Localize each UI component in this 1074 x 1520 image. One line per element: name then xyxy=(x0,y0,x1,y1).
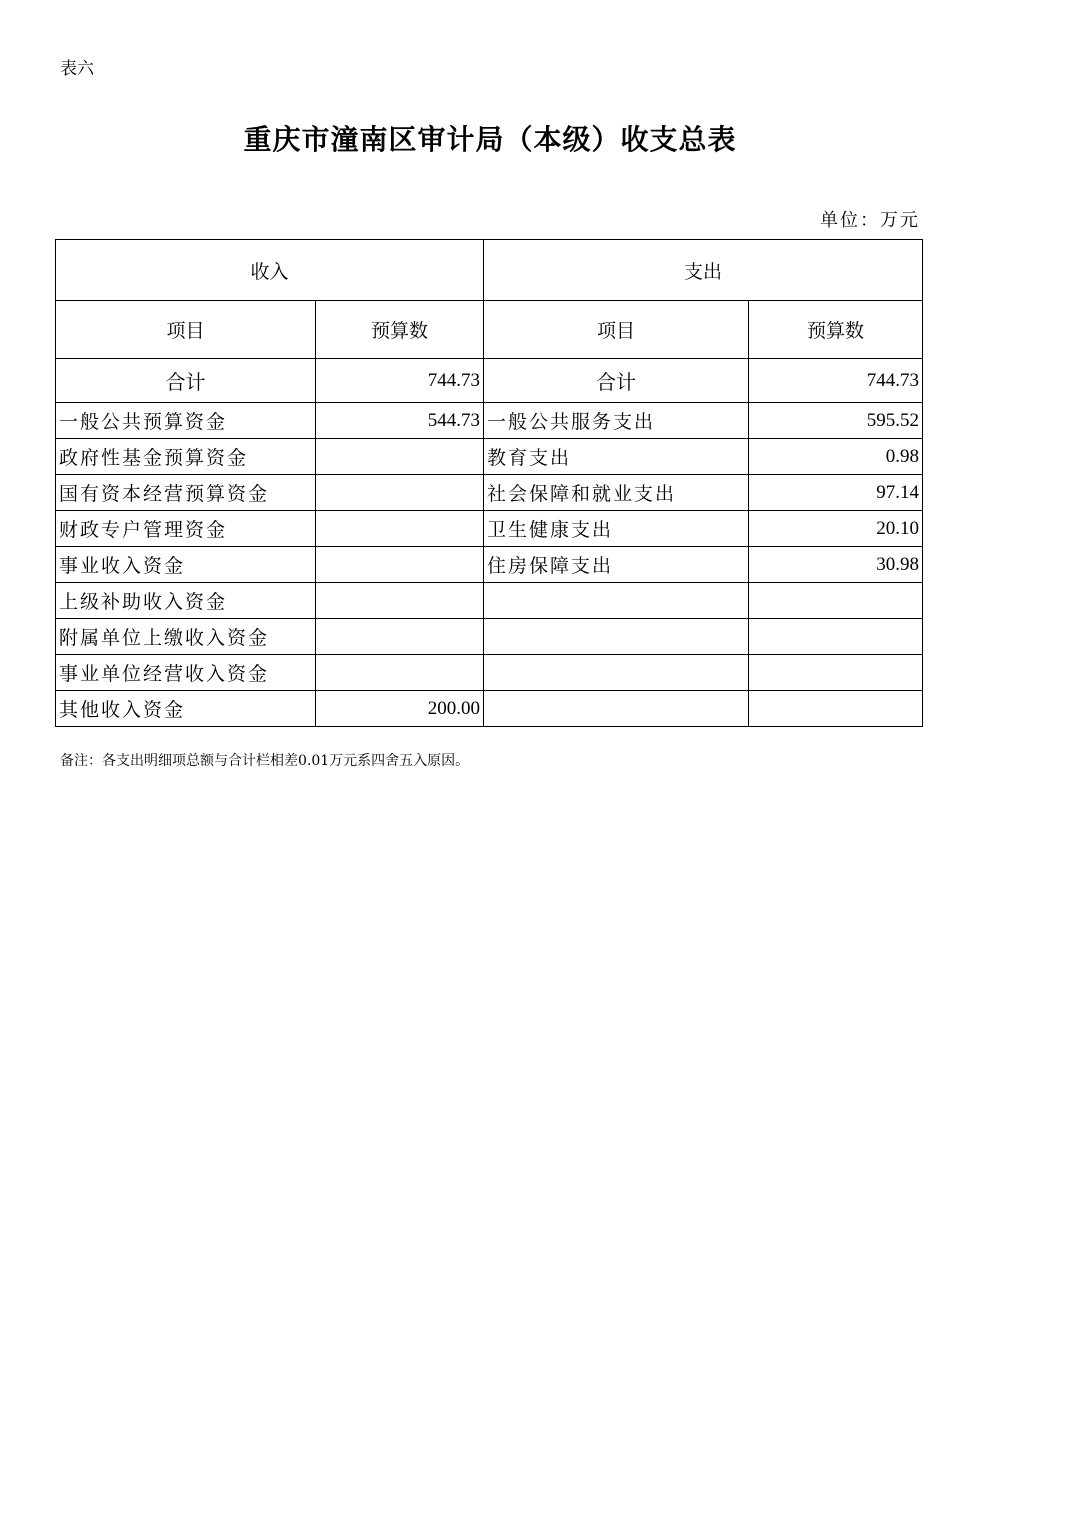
expense-value xyxy=(749,691,923,727)
expense-item: 卫生健康支出 xyxy=(484,511,749,547)
table-row xyxy=(56,547,923,583)
table-row xyxy=(56,655,923,691)
expense-value xyxy=(749,619,923,655)
column-header-row xyxy=(56,301,923,359)
expense-value xyxy=(749,655,923,691)
income-item: 事业单位经营收入资金 xyxy=(56,655,316,691)
income-item: 附属单位上缴收入资金 xyxy=(56,619,316,655)
unit-label: 单位：万元 xyxy=(820,210,920,231)
income-item: 事业收入资金 xyxy=(56,547,316,583)
table-row xyxy=(56,475,923,511)
budget-table xyxy=(55,239,923,727)
expense-header: 支出 xyxy=(484,240,923,301)
expense-item xyxy=(484,619,749,655)
table-row xyxy=(56,403,923,439)
expense-item xyxy=(484,583,749,619)
expense-total-label: 合计 xyxy=(484,359,749,403)
expense-item-column-header: 项目 xyxy=(484,301,749,359)
expense-value xyxy=(749,583,923,619)
expense-item: 住房保障支出 xyxy=(484,547,749,583)
income-item: 上级补助收入资金 xyxy=(56,583,316,619)
income-value xyxy=(316,583,484,619)
income-item-column-header: 项目 xyxy=(56,301,316,359)
income-value xyxy=(316,547,484,583)
income-value xyxy=(316,619,484,655)
table-row xyxy=(56,691,923,727)
income-value: 200.00 xyxy=(316,691,484,727)
page-title: 重庆市潼南区审计局（本级）收支总表 xyxy=(243,123,737,156)
income-value xyxy=(316,655,484,691)
expense-item xyxy=(484,691,749,727)
income-budget-column-header: 预算数 xyxy=(316,301,484,359)
income-value xyxy=(316,475,484,511)
income-total-label: 合计 xyxy=(56,359,316,403)
expense-value: 30.98 xyxy=(749,547,923,583)
expense-value: 20.10 xyxy=(749,511,923,547)
income-value xyxy=(316,439,484,475)
income-item: 国有资本经营预算资金 xyxy=(56,475,316,511)
footnote: 备注：各支出明细项总额与合计栏相差0.01万元系四舍五入原因。 xyxy=(60,753,470,769)
expense-value: 595.52 xyxy=(749,403,923,439)
table-row xyxy=(56,583,923,619)
expense-item: 一般公共服务支出 xyxy=(484,403,749,439)
expense-item xyxy=(484,655,749,691)
income-item: 一般公共预算资金 xyxy=(56,403,316,439)
income-item: 其他收入资金 xyxy=(56,691,316,727)
expense-total-value: 744.73 xyxy=(749,359,923,403)
table-row xyxy=(56,619,923,655)
income-item: 财政专户管理资金 xyxy=(56,511,316,547)
table-row xyxy=(56,511,923,547)
expense-item: 社会保障和就业支出 xyxy=(484,475,749,511)
expense-value: 0.98 xyxy=(749,439,923,475)
income-total-value: 744.73 xyxy=(316,359,484,403)
income-value: 544.73 xyxy=(316,403,484,439)
expense-budget-column-header: 预算数 xyxy=(749,301,923,359)
income-value xyxy=(316,511,484,547)
expense-item: 教育支出 xyxy=(484,439,749,475)
table-label: 表六 xyxy=(60,59,94,79)
total-row xyxy=(56,359,923,403)
table-row xyxy=(56,439,923,475)
expense-value: 97.14 xyxy=(749,475,923,511)
section-header-row xyxy=(56,240,923,301)
income-item: 政府性基金预算资金 xyxy=(56,439,316,475)
income-header: 收入 xyxy=(56,240,484,301)
